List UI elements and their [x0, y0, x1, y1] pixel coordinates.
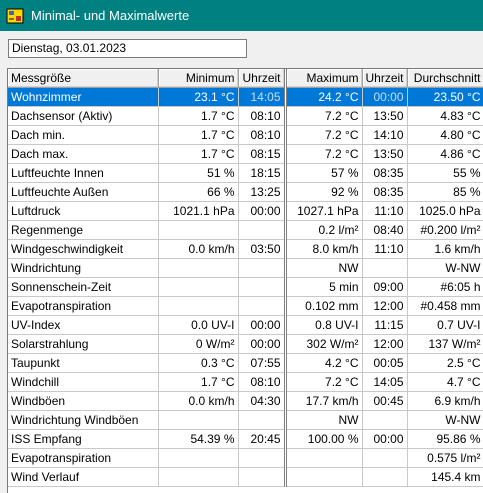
table-row[interactable] [8, 335, 483, 354]
cell-max-time: 11:10 [362, 202, 407, 221]
cell-minimum: 1.7 °C [158, 373, 238, 392]
cell-max-time: 00:05 [362, 354, 407, 373]
cell-name: Luftfeuchte Innen [8, 164, 158, 183]
cell-max-time: 00:00 [362, 430, 407, 449]
cell-min-time: 20:45 [238, 430, 285, 449]
column-header-messgroesse[interactable]: Messgröße [8, 69, 158, 88]
cell-maximum: 17.7 km/h [285, 392, 362, 411]
cell-min-time: 18:15 [238, 164, 285, 183]
cell-max-time: 12:00 [362, 335, 407, 354]
table-row[interactable] [8, 278, 483, 297]
cell-average: 23.50 °C [407, 88, 483, 107]
cell-max-time: 14:10 [362, 126, 407, 145]
table-row[interactable] [8, 430, 483, 449]
cell-name: Evapotranspiration [8, 449, 158, 468]
cell-max-time: 11:10 [362, 240, 407, 259]
window-title: Minimal- und Maximalwerte [31, 8, 190, 23]
cell-min-time: 00:00 [238, 335, 285, 354]
cell-min-time [238, 297, 285, 316]
cell-average: 1.6 km/h [407, 240, 483, 259]
cell-maximum: 0.2 l/m² [285, 221, 362, 240]
table-row[interactable] [8, 449, 483, 468]
cell-maximum: 0.102 mm [285, 297, 362, 316]
cell-name: Solarstrahlung [8, 335, 158, 354]
cell-minimum: 54.39 % [158, 430, 238, 449]
cell-name: Wind Verlauf [8, 468, 158, 487]
cell-minimum: 1.7 °C [158, 145, 238, 164]
cell-name: Luftfeuchte Außen [8, 183, 158, 202]
title-bar [0, 0, 483, 31]
table-row[interactable] [8, 297, 483, 316]
cell-minimum [158, 468, 238, 487]
cell-max-time: 08:35 [362, 164, 407, 183]
cell-minimum: 0 W/m² [158, 335, 238, 354]
cell-max-time [362, 259, 407, 278]
table-row[interactable] [8, 202, 483, 221]
cell-average: 137 W/m² [407, 335, 483, 354]
cell-maximum: 24.2 °C [285, 88, 362, 107]
cell-name: Windrichtung [8, 259, 158, 278]
table-row[interactable] [8, 468, 483, 487]
cell-name: Wohnzimmer [8, 88, 158, 107]
cell-maximum: NW [285, 411, 362, 430]
cell-maximum: 5 min [285, 278, 362, 297]
cell-maximum: NW [285, 259, 362, 278]
table-row[interactable] [8, 259, 483, 278]
cell-average: 0.7 UV-I [407, 316, 483, 335]
cell-minimum [158, 221, 238, 240]
table-row[interactable] [8, 240, 483, 259]
cell-minimum: 0.3 °C [158, 354, 238, 373]
cell-max-time: 00:45 [362, 392, 407, 411]
cell-minimum [158, 297, 238, 316]
cell-max-time: 13:50 [362, 145, 407, 164]
cell-maximum: 0.8 UV-I [285, 316, 362, 335]
cell-average: W-NW [407, 411, 483, 430]
cell-minimum: 66 % [158, 183, 238, 202]
cell-min-time: 13:25 [238, 183, 285, 202]
cell-maximum: 1027.1 hPa [285, 202, 362, 221]
weather-station-icon [6, 7, 24, 25]
cell-name: Windchill [8, 373, 158, 392]
cell-minimum: 1.7 °C [158, 126, 238, 145]
cell-max-time: 00:00 [362, 88, 407, 107]
cell-max-time [362, 411, 407, 430]
cell-min-time [238, 449, 285, 468]
cell-average: W-NW [407, 259, 483, 278]
cell-max-time: 08:40 [362, 221, 407, 240]
table-row[interactable] [8, 183, 483, 202]
cell-average: 6.9 km/h [407, 392, 483, 411]
date-field[interactable]: Dienstag, 03.01.2023 [8, 39, 247, 58]
cell-average: 85 % [407, 183, 483, 202]
cell-min-time [238, 468, 285, 487]
cell-average: 2.5 °C [407, 354, 483, 373]
cell-min-time: 08:10 [238, 373, 285, 392]
cell-min-time: 00:00 [238, 316, 285, 335]
table-row[interactable] [8, 392, 483, 411]
cell-minimum: 1021.1 hPa [158, 202, 238, 221]
table-row[interactable] [8, 354, 483, 373]
cell-min-time: 08:15 [238, 145, 285, 164]
cell-name: Evapotranspiration [8, 297, 158, 316]
cell-minimum [158, 259, 238, 278]
cell-average: 95.86 % [407, 430, 483, 449]
table-row[interactable] [8, 145, 483, 164]
cell-maximum: 100.00 % [285, 430, 362, 449]
cell-name: Regenmenge [8, 221, 158, 240]
cell-minimum: 51 % [158, 164, 238, 183]
cell-average: 0.575 l/m² [407, 449, 483, 468]
column-header-durchschnitt[interactable]: Durchschnitt [407, 69, 483, 88]
cell-maximum: 302 W/m² [285, 335, 362, 354]
cell-minimum [158, 449, 238, 468]
cell-maximum: 4.2 °C [285, 354, 362, 373]
cell-max-time: 09:00 [362, 278, 407, 297]
cell-average: 55 % [407, 164, 483, 183]
cell-name: Windböen [8, 392, 158, 411]
cell-average: #6:05 h [407, 278, 483, 297]
cell-min-time [238, 259, 285, 278]
cell-maximum: 7.2 °C [285, 145, 362, 164]
cell-maximum [285, 468, 362, 487]
table-row[interactable] [8, 221, 483, 240]
cell-min-time: 08:10 [238, 107, 285, 126]
table-row[interactable] [8, 373, 483, 392]
cell-maximum: 57 % [285, 164, 362, 183]
cell-name: UV-Index [8, 316, 158, 335]
cell-min-time: 08:10 [238, 126, 285, 145]
cell-minimum: 23.1 °C [158, 88, 238, 107]
cell-average: 4.86 °C [407, 145, 483, 164]
cell-max-time: 13:50 [362, 107, 407, 126]
table-row[interactable] [8, 411, 483, 430]
cell-min-time: 00:00 [238, 202, 285, 221]
table-header-row [8, 69, 483, 88]
cell-min-time: 04:30 [238, 392, 285, 411]
column-header-max-time[interactable]: Uhrzeit [362, 69, 407, 88]
cell-name: Dach max. [8, 145, 158, 164]
cell-average: #0.200 l/m² [407, 221, 483, 240]
cell-name: Luftdruck [8, 202, 158, 221]
table-row[interactable] [8, 88, 483, 107]
cell-name: Windrichtung Windböen [8, 411, 158, 430]
cell-name: Dachsensor (Aktiv) [8, 107, 158, 126]
cell-minimum: 1.7 °C [158, 107, 238, 126]
cell-minimum: 0.0 km/h [158, 392, 238, 411]
values-table [7, 68, 483, 493]
table-row[interactable] [8, 316, 483, 335]
cell-max-time: 08:35 [362, 183, 407, 202]
cell-average: #0.458 mm [407, 297, 483, 316]
cell-name: Dach min. [8, 126, 158, 145]
cell-name: Sonnenschein-Zeit [8, 278, 158, 297]
cell-minimum: 0.0 UV-I [158, 316, 238, 335]
cell-max-time: 12:00 [362, 297, 407, 316]
cell-name: Windgeschwindigkeit [8, 240, 158, 259]
table-row[interactable] [8, 126, 483, 145]
cell-name: Taupunkt [8, 354, 158, 373]
cell-min-time [238, 278, 285, 297]
cell-average: 145.4 km [407, 468, 483, 487]
cell-average: 4.83 °C [407, 107, 483, 126]
cell-max-time: 14:05 [362, 373, 407, 392]
table-row[interactable] [8, 164, 483, 183]
table-row[interactable] [8, 107, 483, 126]
cell-min-time [238, 221, 285, 240]
cell-min-time: 03:50 [238, 240, 285, 259]
cell-max-time [362, 449, 407, 468]
column-header-minimum[interactable]: Minimum [158, 69, 238, 88]
cell-max-time [362, 468, 407, 487]
cell-maximum: 92 % [285, 183, 362, 202]
cell-maximum: 7.2 °C [285, 107, 362, 126]
cell-average: 4.80 °C [407, 126, 483, 145]
cell-min-time [238, 411, 285, 430]
cell-average: 1025.0 hPa [407, 202, 483, 221]
cell-maximum [285, 449, 362, 468]
cell-minimum: 0.0 km/h [158, 240, 238, 259]
cell-name: ISS Empfang [8, 430, 158, 449]
column-header-maximum[interactable]: Maximum [285, 69, 362, 88]
cell-max-time: 11:15 [362, 316, 407, 335]
cell-maximum: 8.0 km/h [285, 240, 362, 259]
cell-maximum: 7.2 °C [285, 126, 362, 145]
cell-average: 4.7 °C [407, 373, 483, 392]
cell-minimum [158, 411, 238, 430]
cell-min-time: 07:55 [238, 354, 285, 373]
cell-min-time: 14:05 [238, 88, 285, 107]
column-header-min-time[interactable]: Uhrzeit [238, 69, 285, 88]
cell-maximum: 7.2 °C [285, 373, 362, 392]
cell-minimum [158, 278, 238, 297]
